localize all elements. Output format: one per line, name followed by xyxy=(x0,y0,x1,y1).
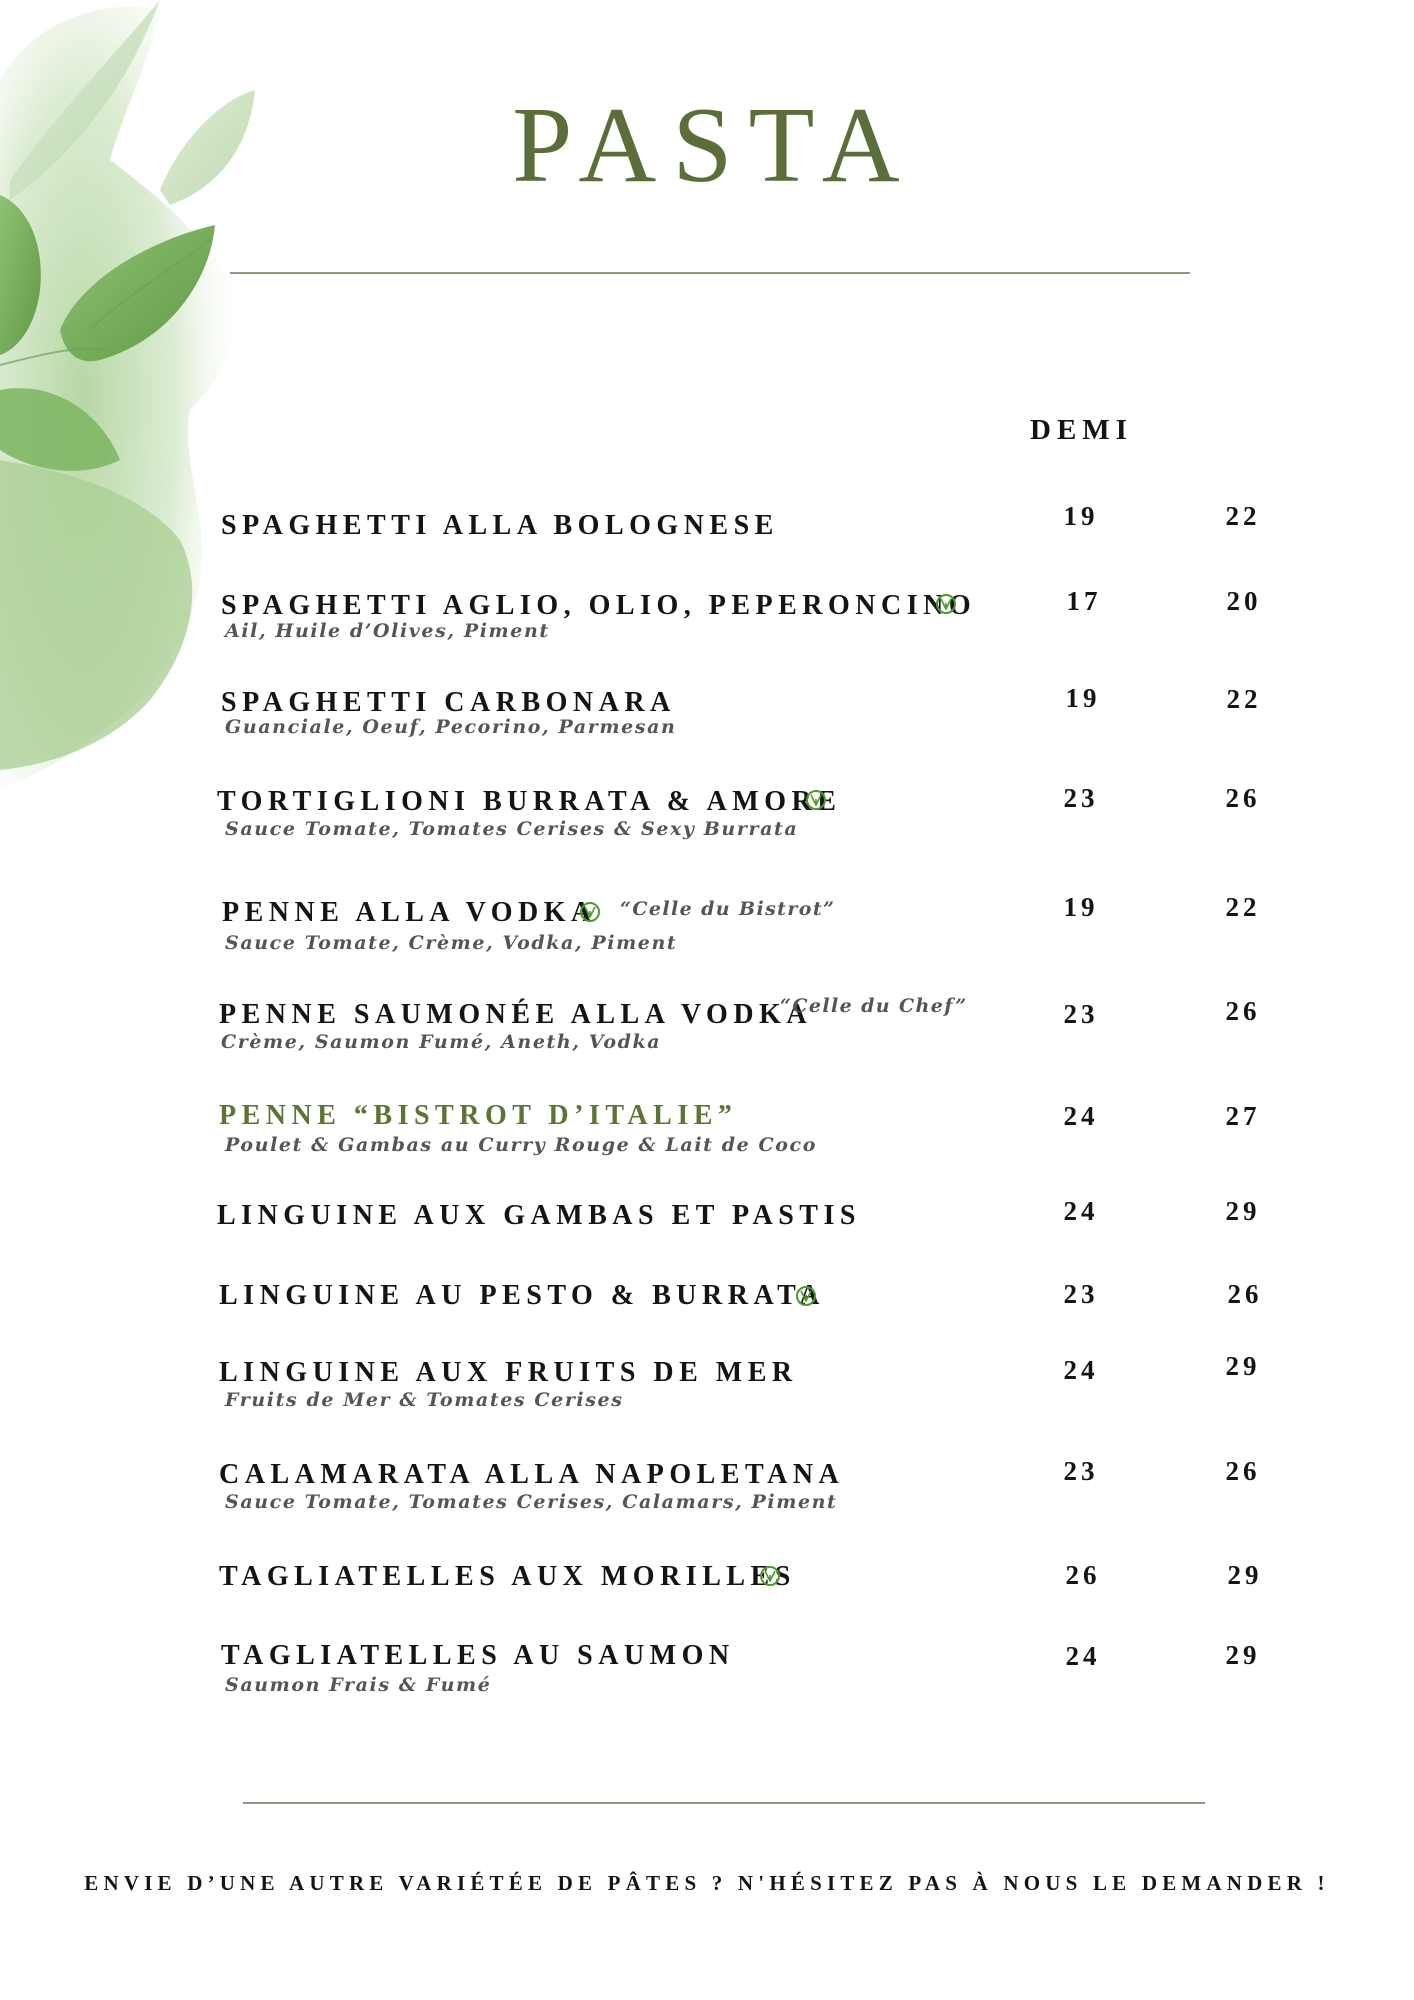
dish-name: TAGLIATELLES AUX MORILLES xyxy=(219,1561,796,1592)
top-divider xyxy=(230,272,1190,274)
price-full: 29 xyxy=(1227,1560,1263,1590)
vegetarian-icon xyxy=(760,1566,780,1586)
vegetarian-icon xyxy=(936,594,956,614)
price-full: 29 xyxy=(1225,1640,1261,1670)
price-full: 26 xyxy=(1227,1279,1263,1309)
dish-name: SPAGHETTI CARBONARA xyxy=(221,687,676,718)
price-demi: 17 xyxy=(1066,586,1102,616)
dish-note: “Celle du Chef” xyxy=(780,995,968,1017)
vegetarian-icon xyxy=(796,1286,816,1306)
price-full: 29 xyxy=(1225,1351,1261,1381)
price-full: 26 xyxy=(1225,783,1261,813)
price-full: 20 xyxy=(1226,586,1262,616)
price-demi: 24 xyxy=(1065,1641,1101,1671)
dish-name: SPAGHETTI AGLIO, OLIO, PEPERONCINO xyxy=(221,590,977,621)
price-demi: 24 xyxy=(1063,1196,1099,1226)
price-demi: 26 xyxy=(1065,1560,1101,1590)
dish-name: PENNE “BISTROT D’ITALIE” xyxy=(219,1100,738,1131)
dish-note: “Celle du Bistrot” xyxy=(620,898,836,920)
dish-description: Ail, Huile d’Olives, Piment xyxy=(225,620,550,642)
footer-note: ENVIE D’UNE AUTRE VARIÉTÉE DE PÂTES ? N'HÉSITEZ PAS À NOUS LE DEMANDER ! xyxy=(84,1871,1330,1895)
price-full: 27 xyxy=(1225,1101,1261,1131)
price-full: 22 xyxy=(1226,684,1262,714)
price-demi: 23 xyxy=(1063,1456,1099,1486)
column-header-demi: DEMI xyxy=(1030,414,1133,446)
price-demi: 23 xyxy=(1063,1279,1099,1309)
dish-name: TORTIGLIONI BURRATA & AMORE xyxy=(217,786,842,817)
price-full: 29 xyxy=(1225,1196,1261,1226)
price-demi: 19 xyxy=(1063,892,1099,922)
price-full: 22 xyxy=(1225,501,1261,531)
dish-name: LINGUINE AUX FRUITS DE MER xyxy=(219,1357,798,1388)
price-demi: 24 xyxy=(1063,1101,1099,1131)
dish-name: SPAGHETTI ALLA BOLOGNESE xyxy=(221,510,779,541)
bottom-divider xyxy=(243,1802,1205,1804)
price-demi: 19 xyxy=(1065,683,1101,713)
dish-description: Crème, Saumon Fumé, Aneth, Vodka xyxy=(221,1031,662,1053)
price-demi: 23 xyxy=(1063,999,1099,1029)
dish-description: Poulet & Gambas au Curry Rouge & Lait de Coco xyxy=(225,1134,817,1156)
dish-description: Sauce Tomate, Crème, Vodka, Piment xyxy=(225,932,678,954)
dish-description: Sauce Tomate, Tomates Cerises & Sexy Burrata xyxy=(225,818,799,840)
vegetarian-icon xyxy=(806,790,826,810)
price-demi: 23 xyxy=(1063,783,1099,813)
price-full: 22 xyxy=(1225,892,1261,922)
dish-name: TAGLIATELLES AU SAUMON xyxy=(221,1640,735,1671)
dish-name: CALAMARATA ALLA NAPOLETANA xyxy=(219,1459,845,1490)
dish-name: LINGUINE AU PESTO & BURRATA xyxy=(219,1280,825,1311)
price-full: 26 xyxy=(1225,1456,1261,1486)
price-full: 26 xyxy=(1225,996,1261,1026)
dish-name: PENNE ALLA VODKA xyxy=(222,897,597,928)
dish-name: PENNE SAUMONÉE ALLA VODKA xyxy=(219,999,813,1030)
dish-name: LINGUINE AUX GAMBAS ET PASTIS xyxy=(217,1200,861,1231)
price-demi: 24 xyxy=(1063,1355,1099,1385)
price-demi: 19 xyxy=(1063,501,1099,531)
dish-description: Guanciale, Oeuf, Pecorino, Parmesan xyxy=(225,716,677,738)
dish-description: Sauce Tomate, Tomates Cerises, Calamars, Piment xyxy=(225,1491,838,1513)
page-title: PASTA xyxy=(512,86,916,205)
vegetarian-icon xyxy=(580,902,600,922)
dish-description: Saumon Frais & Fumé xyxy=(225,1674,492,1696)
dish-description: Fruits de Mer & Tomates Cerises xyxy=(225,1389,624,1411)
